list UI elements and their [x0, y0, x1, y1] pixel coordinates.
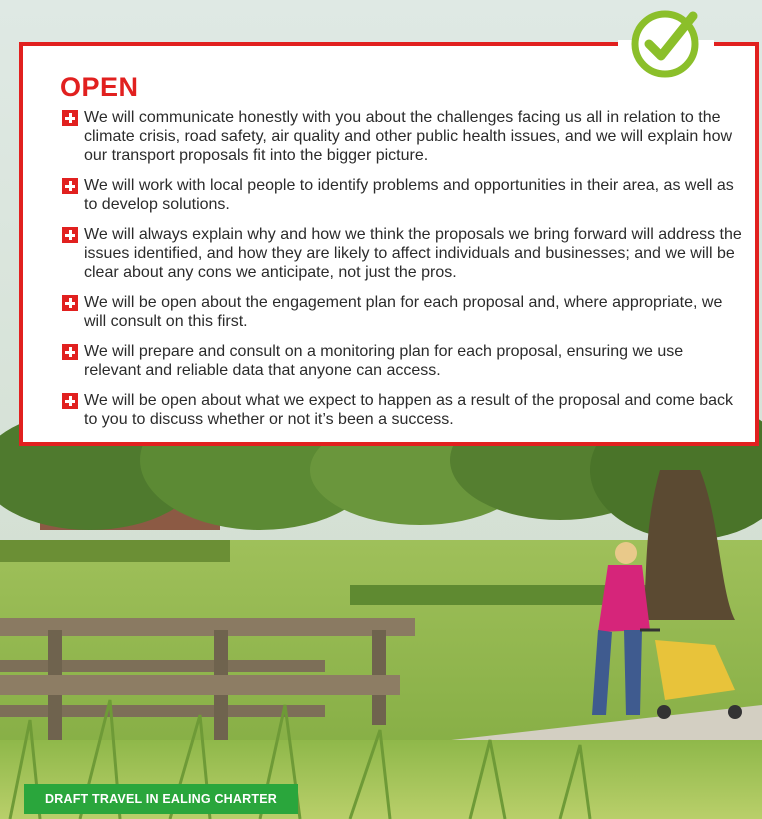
list-item [62, 391, 744, 429]
list-item-text: We will always explain why and how we think the proposals we bring forward will address the issues identified, and how they are likely to affect individuals and businesses; and we will be clear about any cons we anticipate, not just the pros. [84, 226, 742, 281]
commitment-list [62, 108, 744, 440]
list-item-text: We will prepare and consult on a monitoring plan for each proposal, ensuring we use relevant and reliable data that anyone can access. [84, 343, 684, 379]
plus-square-icon [62, 344, 78, 360]
list-item-text: We will be open about the engagement plan for each proposal and, where appropriate, we will consult on this first. [84, 294, 723, 330]
section-title: OPEN [60, 72, 139, 102]
list-item [62, 342, 744, 380]
plus-square-icon [62, 295, 78, 311]
plus-square-icon [62, 393, 78, 409]
list-item [62, 293, 744, 331]
list-item [62, 176, 744, 214]
list-item-text: We will communicate honestly with you about the challenges facing us all in relation to the climate crisis, road safety, air quality and other public health issues, and we will explain how our transport proposals fit into the bigger picture. [84, 109, 733, 164]
plus-square-icon [62, 110, 78, 126]
plus-square-icon [62, 178, 78, 194]
list-item [62, 108, 744, 165]
checkmark-circle-icon [627, 4, 703, 80]
charter-footer-tag: DRAFT TRAVEL IN EALING CHARTER [24, 784, 298, 814]
list-item-text: We will work with local people to identify problems and opportunities in their area, as well as to develop solutions. [84, 177, 734, 213]
plus-square-icon [62, 227, 78, 243]
list-item [62, 225, 744, 282]
list-item-text: We will be open about what we expect to happen as a result of the proposal and come back to you to discuss whether or not it’s been a success. [84, 392, 733, 428]
